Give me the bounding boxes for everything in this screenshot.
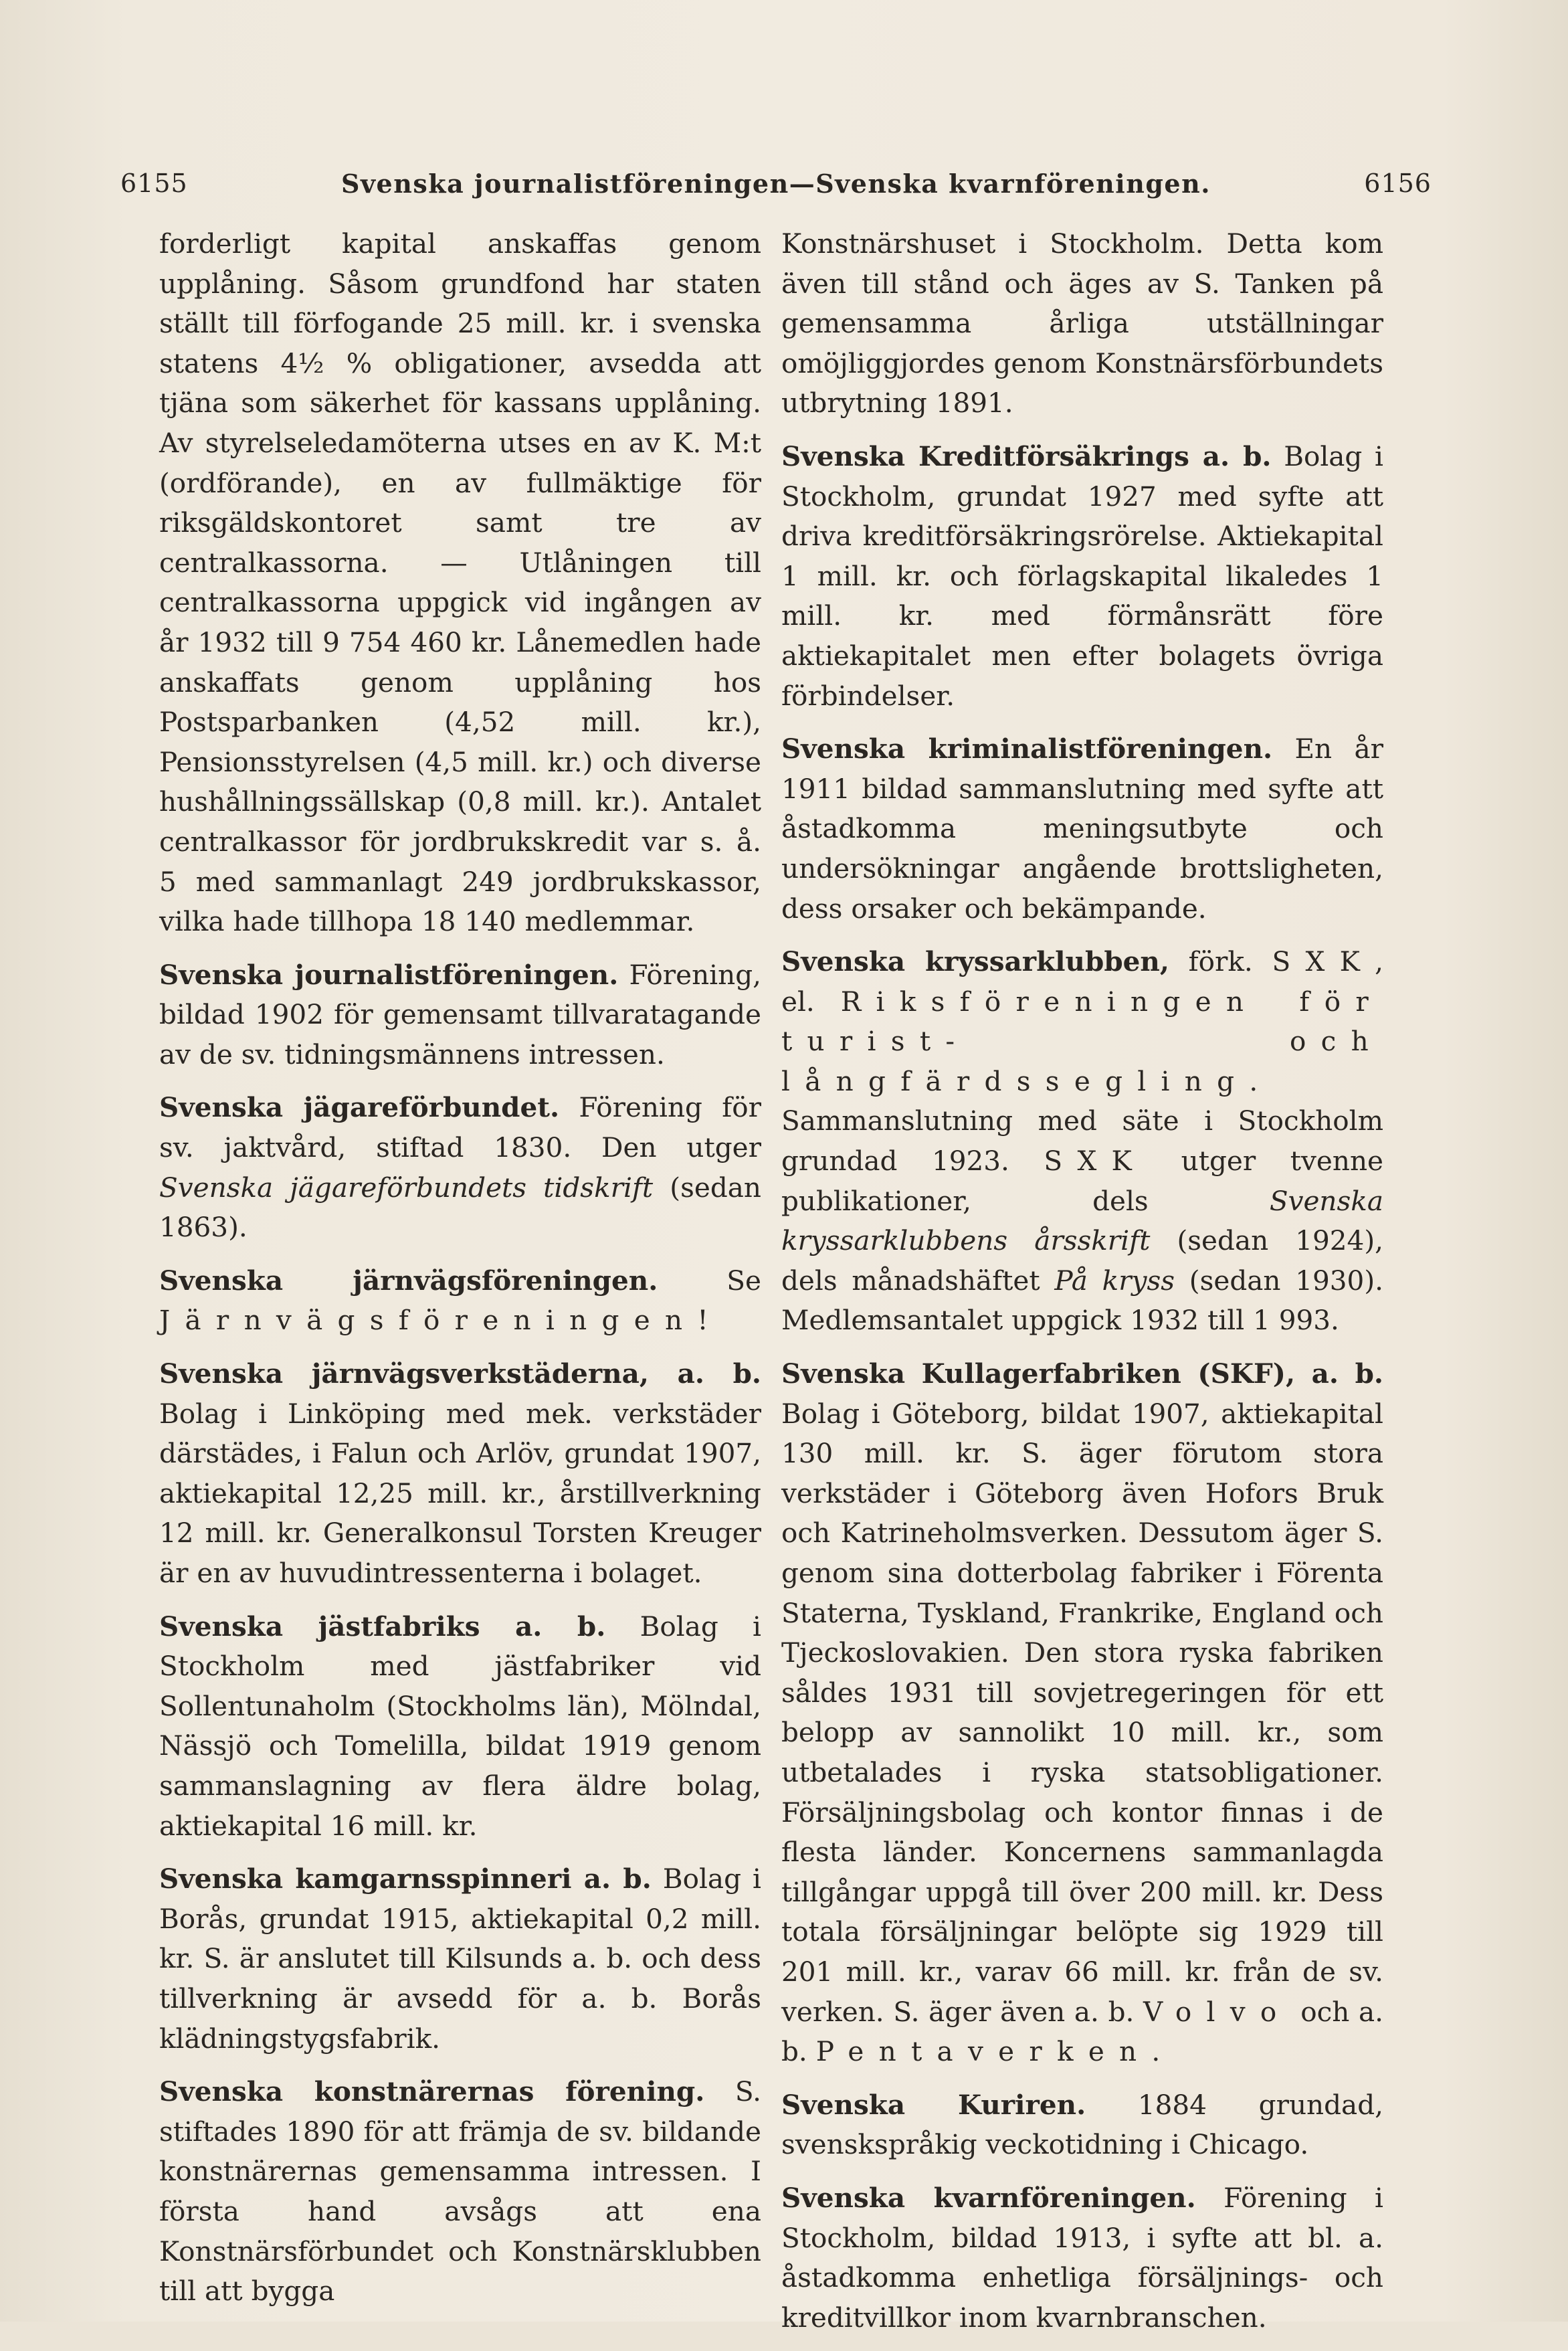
publication-title: Svenska jägareförbundets tidskrift	[159, 1171, 654, 1204]
entry-text: Bolag i Linköping med mek. verkstäder därstädes, i Falun och Arlöv, grundat 1907, aktiekapital 12,25 mill. kr., årstillverkning 12 mill. kr. Generalkonsul Torsten Kreuger är en av huvudintressenterna i bolaget.	[159, 1397, 761, 1589]
page-header	[120, 169, 1432, 209]
spaced-name: Pentaverken	[815, 2035, 1152, 2068]
right-column	[781, 224, 1383, 2351]
entry-continuation	[159, 224, 761, 942]
publication-title: Svenska kryssarklubbens årsskrift	[781, 1184, 1383, 1257]
page-number-right: 6156	[1364, 169, 1432, 198]
entry-text: Förening för sv. jaktvård, stiftad 1830. Den utger	[159, 1091, 761, 1164]
entry-text: och a. b.	[781, 1995, 1384, 2068]
entry-svenska-jastfabriks	[159, 1607, 761, 1847]
entry-text: .	[1151, 2035, 1161, 2068]
entry-svenska-kvarnforeningen	[781, 2178, 1383, 2338]
entry-heading: Svenska Kreditförsäkrings a. b.	[781, 440, 1272, 472]
abbreviation: SXK	[1272, 945, 1375, 978]
entry-text: En år 1911 bildad sammanslutning med syfte att åstadkomma meningsutbyte och undersökningar angående brottsligheten, dess orsaker och bekämpande.	[781, 733, 1383, 925]
entry-text: (sedan 1863).	[159, 1171, 761, 1244]
entry-heading: Svenska järnvägsföreningen.	[159, 1264, 658, 1297]
entry-text: Förening, bildad 1902 för gemensamt tillvaratagande av de sv. tidningsmännens intressen.	[159, 958, 762, 1070]
entry-svenska-konstnarernas-forening	[159, 2072, 761, 2312]
page-number-left: 6155	[120, 169, 188, 198]
entry-text: Bolag i Göteborg, bildat 1907, aktiekapital 130 mill. kr. S. äger förutom stora verkstäder i Göteborg även Hofors Bruk och Katrineholmsverken. Dessutom äger S. genom sina dotterbolag fabriker i Förenta Staterna, Tyskland, Frankrike, England och Tjeckoslovakien. Den stora ryska fabriken såldes 1931 till sovjetregeringen för ett belopp av sannolikt 10 mill. kr., som utbetalades i ryska statsobligationer. Försäljningsbolag och kontor finnas i de flesta länder. Koncernens sammanlagda tillgångar uppgå till över 200 mill. kr. Dess totala försäljningar belöpte sig 1929 till 201 mill. kr., varav 66 mill. kr. från de sv. verken. S. äger även a. b.	[781, 1397, 1383, 2028]
entry-svenska-kryssarklubben	[781, 942, 1383, 1341]
entry-heading: Svenska jägareförbundet.	[159, 1091, 560, 1124]
entry-text: !	[697, 1304, 708, 1337]
entry-svenska-jagareforbundet	[159, 1088, 761, 1247]
entry-text: , el.	[781, 945, 1383, 1018]
entry-text: Se	[658, 1264, 761, 1297]
entry-text: Bolag i Stockholm med jästfabriker vid Sollentunaholm (Stockholms län), Mölndal, Nässjö och Tomelilla, bildat 1919 genom sammanslagning av flera äldre bolag, aktiekapital 16 mill. kr.	[159, 1610, 761, 1842]
entry-text: (sedan 1924), dels månadshäftet	[781, 1224, 1383, 1297]
entry-text: Konstnärshuset i Stockholm. Detta kom även till stånd och äges av S. Tanken på gemensamma årliga utställningar omöjliggjordes genom Konstnärsförbundets utbrytning 1891.	[781, 227, 1383, 419]
entry-text: 1884 grundad, svenskspråkig veckotidning i Chicago.	[781, 2088, 1383, 2161]
entry-svenska-journalistforeningen	[159, 955, 761, 1075]
entry-text: . Sammanslutning med säte i Stockholm grundad 1923.	[781, 1064, 1383, 1178]
entry-svenska-kriminalistforeningen	[781, 729, 1383, 929]
entry-text: Bolag i Borås, grundat 1915, aktiekapital 0,2 mill. kr. S. är anslutet till Kilsunds a. b. och dess tillverkning är avsedd för a. b. Borås klädningstygsfabrik.	[159, 1863, 761, 2055]
entry-svenska-kamgarnsspinneri	[159, 1859, 761, 2059]
entry-heading: Svenska jästfabriks a. b.	[159, 1610, 606, 1642]
entry-svenska-kreditforsakrings	[781, 437, 1383, 716]
entry-svenska-jarnvagsforeningen	[159, 1261, 761, 1341]
running-title: Svenska journalistföreningen—Svenska kvarnföreningen.	[341, 169, 1211, 199]
spaced-name: Volvo	[1143, 1995, 1292, 2028]
entry-svenska-kuriren	[781, 2085, 1383, 2165]
entry-heading: Svenska järnvägsverkstäderna, a. b.	[159, 1357, 761, 1390]
entry-text: Förening i Stockholm, bildad 1913, i syfte att bl. a. åstadkomma enhetliga försäljnings- och kreditvillkor inom kvarnbranschen.	[781, 2181, 1384, 2334]
abbreviation: SXK	[1044, 1145, 1147, 1178]
cross-reference: Järnvägsföreningen	[159, 1304, 698, 1337]
entry-text: utger tvenne publikationer, dels	[781, 1145, 1383, 1217]
entry-heading: Svenska kvarnföreningen.	[781, 2181, 1196, 2214]
entry-continuation	[781, 224, 1383, 424]
entry-text: förk.	[1169, 945, 1272, 978]
entry-heading: Svenska kriminalistföreningen.	[781, 733, 1273, 765]
entry-text: (sedan 1930). Medlemsantalet uppgick 1932 till 1 993.	[781, 1264, 1383, 1337]
entry-heading: Svenska Kullagerfabriken (SKF), a. b.	[781, 1357, 1383, 1390]
entry-svenska-jarnvagsverkstaderna	[159, 1354, 761, 1594]
spaced-name: Riksföreningen för turist- och långfärdssegling	[781, 985, 1383, 1097]
left-column	[159, 224, 761, 2325]
publication-title: På kryss	[1054, 1264, 1175, 1297]
entry-heading: Svenska kryssarklubben,	[781, 945, 1169, 978]
entry-svenska-kullagerfabriken	[781, 1354, 1383, 2072]
entry-heading: Svenska kamgarnsspinneri a. b.	[159, 1863, 652, 1895]
entry-heading: Svenska konstnärernas förening.	[159, 2075, 705, 2108]
entry-text: forderligt kapital anskaffas genom upplåning. Såsom grundfond har staten ställt till förfogande 25 mill. kr. i svenska statens 4½ % obligationer, avsedda att tjäna som säkerhet för kassans upplåning. Av styrelseledamöterna utses en av K. M:t (ordförande), en av fullmäktige för riksgäldskontoret samt tre av centralkassorna. — Utlåningen till centralkassorna uppgick vid ingången av år 1932 till 9 754 460 kr. Lånemedlen hade anskaffats genom upplåning hos Postsparbanken (4,52 mill. kr.), Pensionsstyrelsen (4,5 mill. kr.) och diverse hushållningssällskap (0,8 mill. kr.). Antalet centralkassor för jordbrukskredit var s. å. 5 med sammanlagt 249 jordbrukskassor, vilka hade tillhopa 18 140 medlemmar.	[159, 227, 761, 938]
entry-heading: Svenska Kuriren.	[781, 2088, 1086, 2121]
entry-heading: Svenska journalistföreningen.	[159, 958, 619, 991]
entry-text: Bolag i Stockholm, grundat 1927 med syfte att driva kreditförsäkringsrörelse. Aktiekapital 1 mill. kr. och förlagskapital likaledes 1 mill. kr. med förmånsrätt före aktiekapitalet men efter bolagets övriga förbindelser.	[781, 440, 1384, 712]
entry-text: S. stiftades 1890 för att främja de sv. bildande konstnärernas gemensamma intressen. I första hand avsågs att ena Konstnärsförbundet och Konstnärsklubben till att bygga	[159, 2075, 761, 2308]
